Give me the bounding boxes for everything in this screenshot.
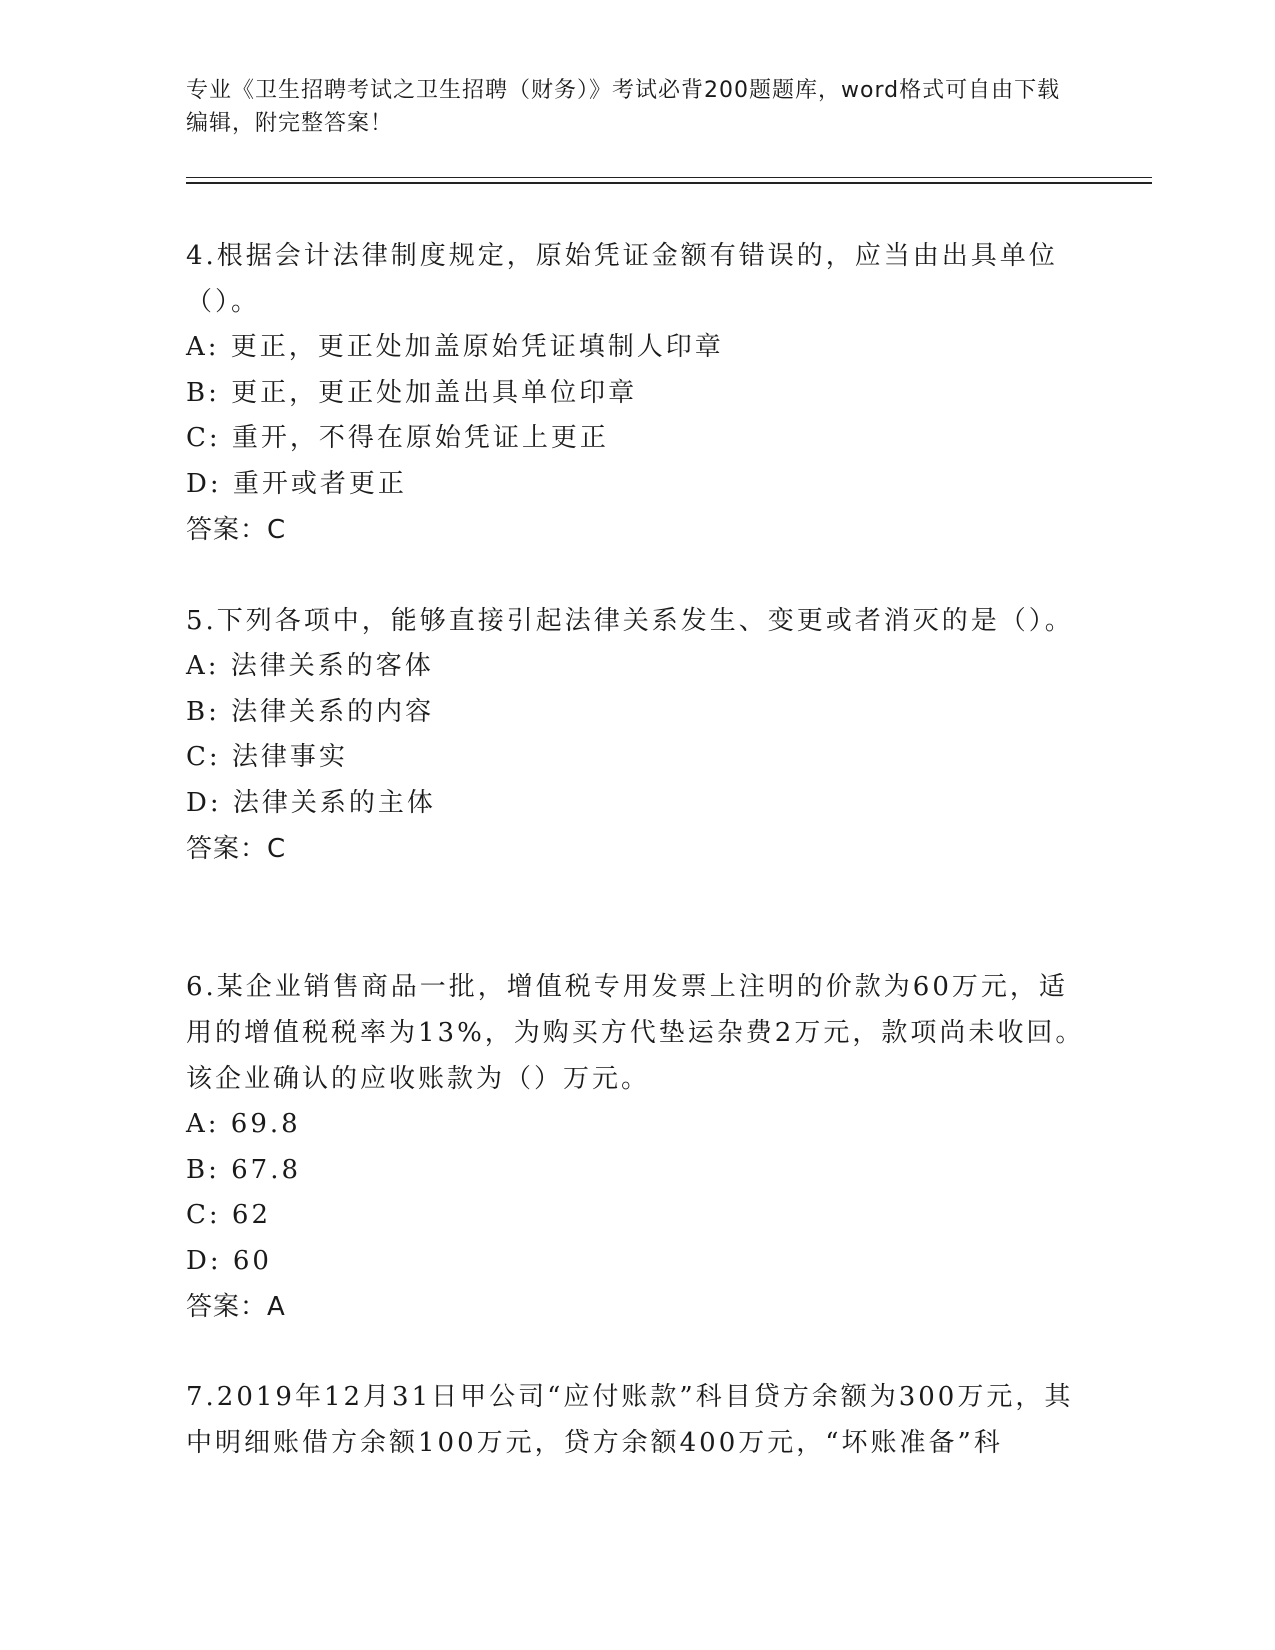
option-a: A: 69.8 <box>186 1109 301 1139</box>
answer-value: A <box>267 1292 286 1322</box>
question-5 <box>186 598 1086 872</box>
header-divider-thin <box>186 177 1152 178</box>
answer-label: 答案： <box>186 1292 268 1322</box>
answer-value: C <box>267 515 287 545</box>
option-a: A: 法律关系的客体 <box>186 651 434 681</box>
answer-value: C <box>267 834 287 864</box>
document-header: 专业《卫生招聘考试之卫生招聘（财务）》考试必背200题题库，word格式可自由下载编辑，附完整答案！ <box>186 78 1061 136</box>
option-b: B: 更正，更正处加盖出具单位印章 <box>186 377 638 408</box>
option-d: D: 法律关系的主体 <box>186 787 436 818</box>
question-4 <box>186 233 1086 553</box>
option-list <box>186 325 1086 507</box>
option-c: C: 重开，不得在原始凭证上更正 <box>186 423 609 453</box>
question-stem: 4.根据会计法律制度规定，原始凭证金额有错误的，应当由出具单位（）。 <box>186 241 1058 317</box>
answer-label: 答案： <box>186 515 268 545</box>
option-b: B: 法律关系的内容 <box>186 696 435 727</box>
option-c: C: 62 <box>186 1200 272 1230</box>
header-divider-thick <box>186 182 1152 184</box>
option-list <box>186 644 1086 826</box>
option-list <box>186 1102 1086 1284</box>
answer-label: 答案： <box>186 834 268 864</box>
option-d: D: 重开或者更正 <box>186 468 407 499</box>
question-6 <box>186 964 1086 1330</box>
answer-line <box>186 1284 1086 1330</box>
option-c: C: 法律事实 <box>186 742 348 772</box>
option-b: B: 67.8 <box>186 1154 302 1185</box>
option-a: A: 更正，更正处加盖原始凭证填制人印章 <box>186 332 724 362</box>
question-stem: 6.某企业销售商品一批，增值税专用发票上注明的价款为60万元，适用的增值税税率为13%，为购买方代垫运杂费2万元，款项尚未收回。该企业确认的应收账款为（）万元。 <box>186 972 1085 1094</box>
question-stem: 5.下列各项中，能够直接引起法律关系发生、变更或者消灭的是（）。 <box>186 606 1074 636</box>
question-7 <box>186 1374 1086 1466</box>
question-stem: 7.2019年12月31日甲公司“应付账款”科目贷方余额为300万元，其中明细账借方余额100万元，贷方余额400万元，“坏账准备”科 <box>186 1382 1074 1458</box>
answer-line <box>186 826 1086 872</box>
answer-line <box>186 507 1086 553</box>
option-d: D: 60 <box>186 1245 272 1276</box>
